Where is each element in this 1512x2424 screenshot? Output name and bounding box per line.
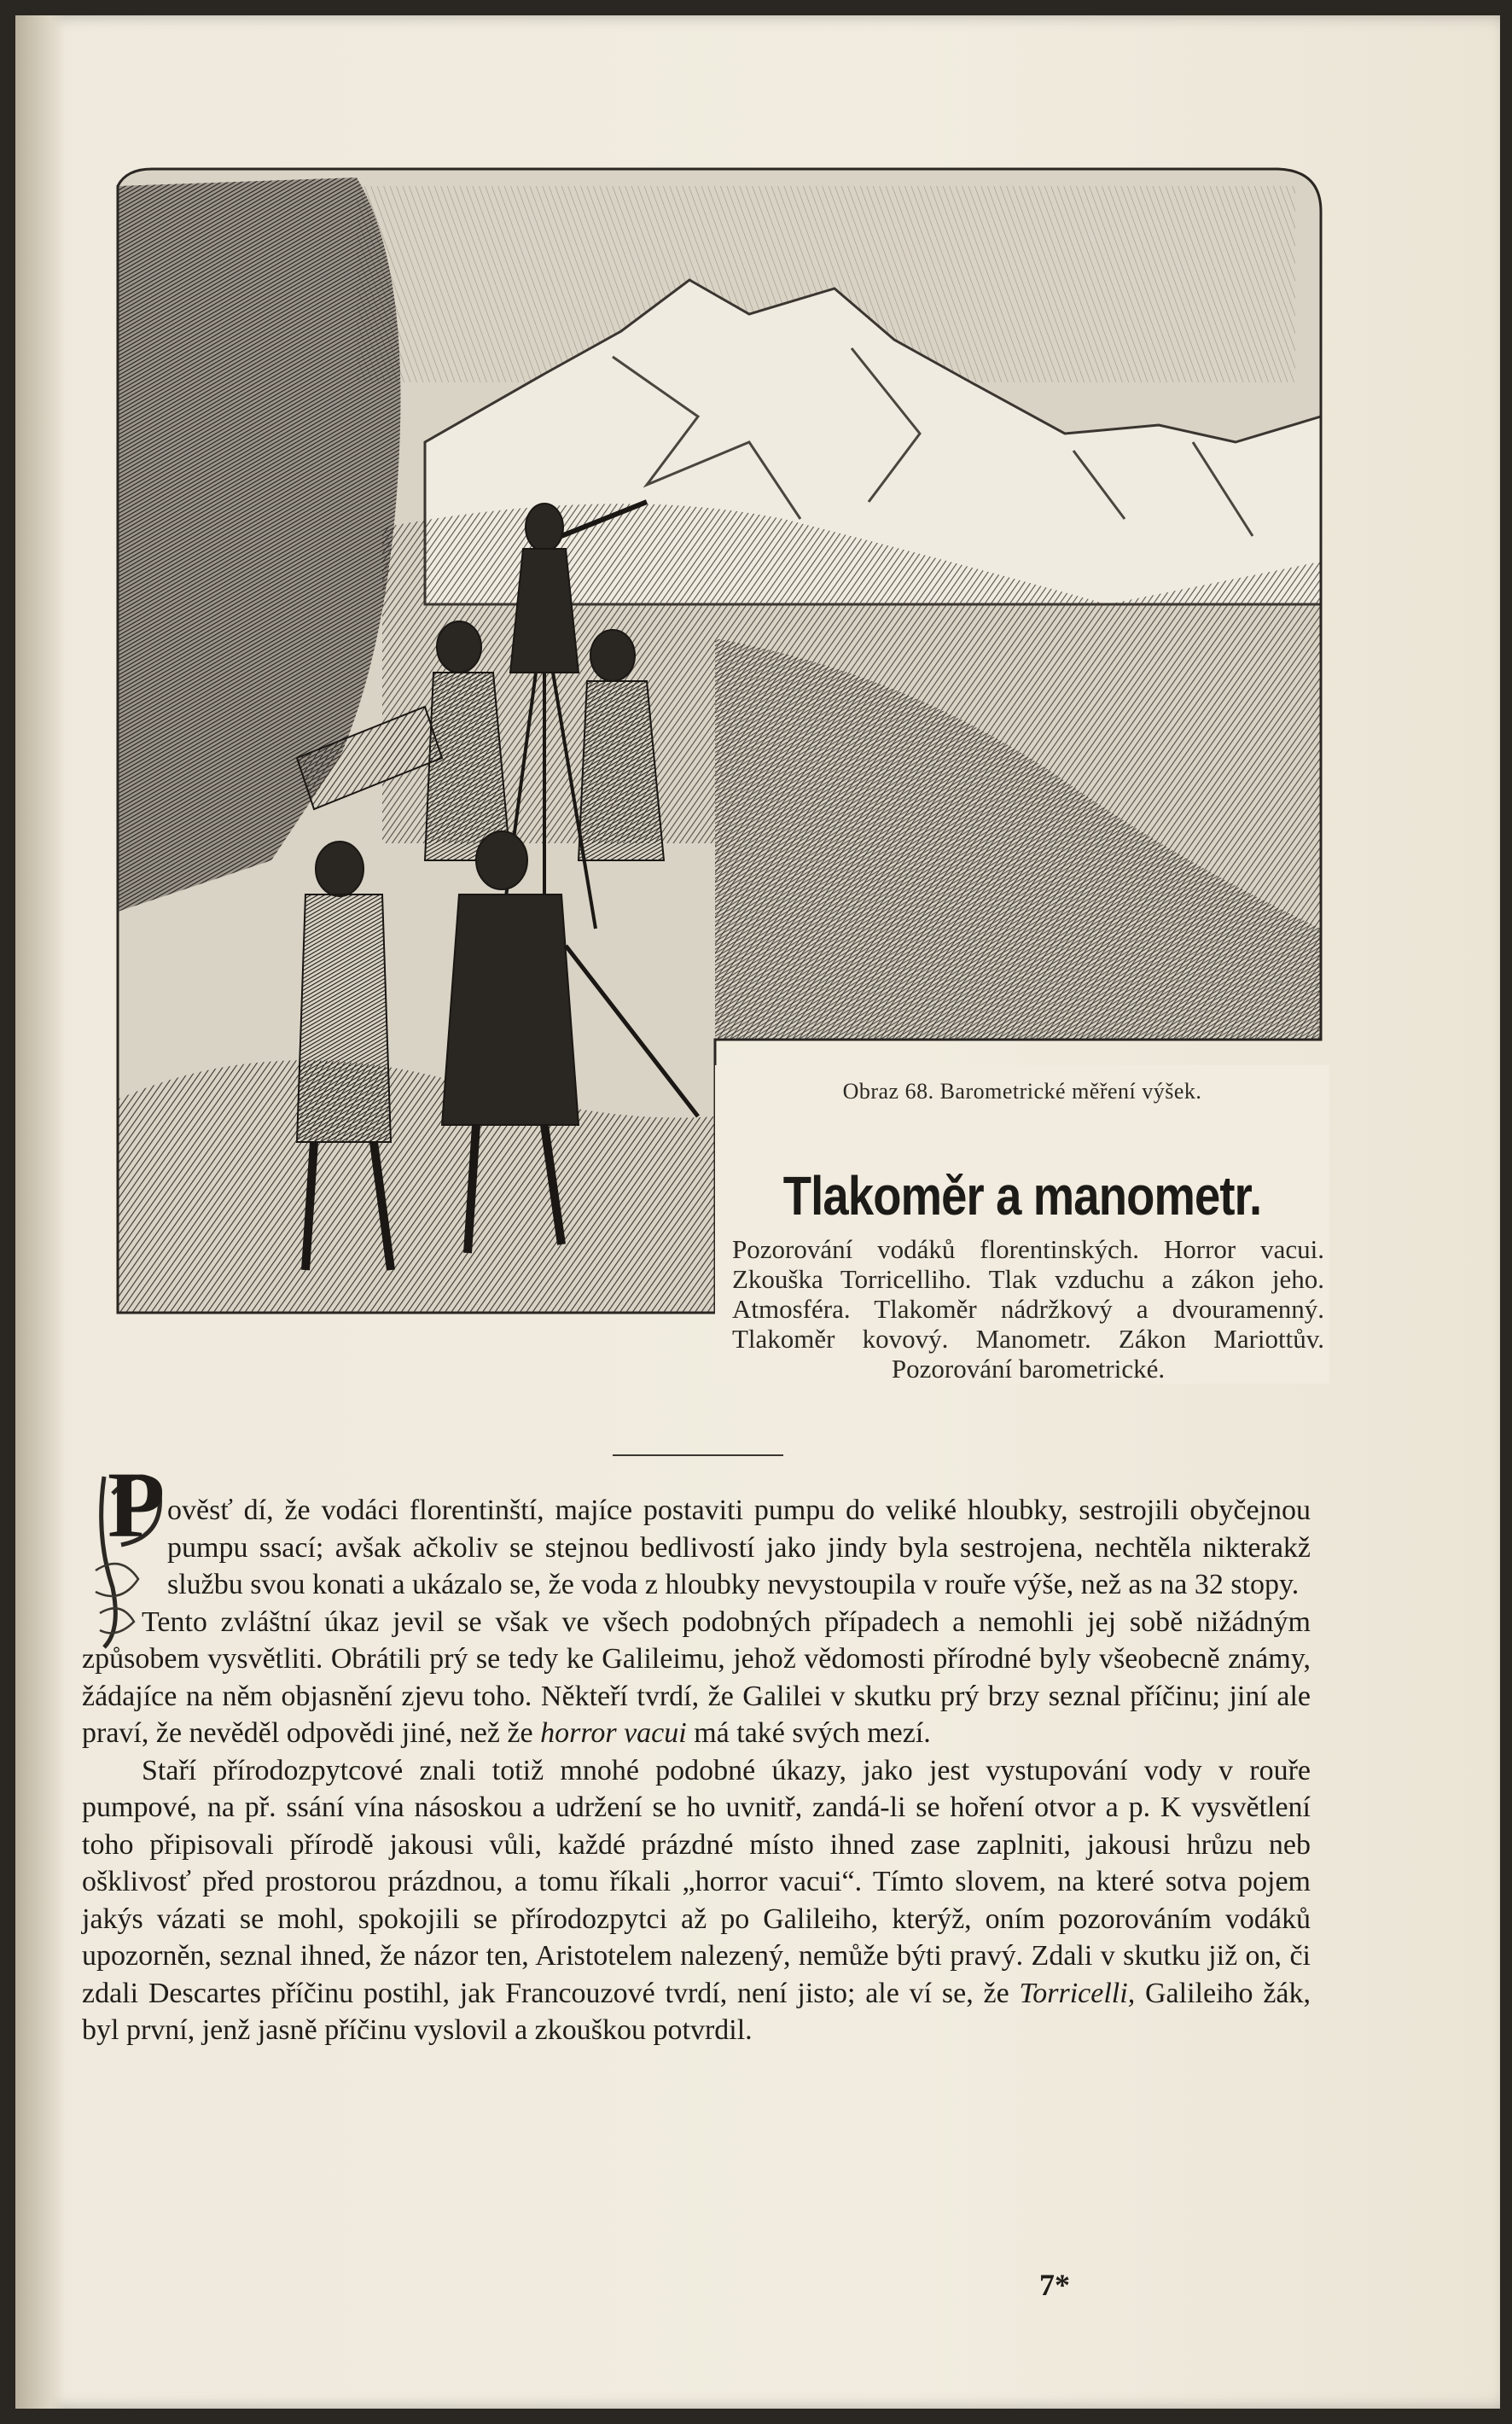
- section-summary: Pozorování vodáků florentinských. Horror vacui. Zkouška Torricelliho. Tlak vzduchu a zákon jeho. Atmosféra. Tlakoměr nádržkový a dvouramenný. Tlakoměr kovový. Manometr. Zákon Mariottův. Pozorování barometrické.: [732, 1234, 1324, 1384]
- paragraph-2-italic: horror vacui: [540, 1717, 687, 1749]
- paragraph-1: ověsť dí, že vodáci florentinští, majíce postaviti pumpu do veliké hloubky, sestrojili obyčejnou pumpu ssací; avšak ačkoliv se stejnou bedlivostí jako jindy byla sestrojena, nechtěla nikterakž službu svou konati a ukázalo se, že voda z hloubky nevystoupila v rouře výše, než as na 32 stopy.: [167, 1495, 1311, 1600]
- paragraph-2: [82, 1604, 1311, 1752]
- body-text: [82, 1492, 1311, 2049]
- page-gutter: [15, 15, 65, 2409]
- paragraph-3-part-a: Staří přírodozpytcové znali totiž mnohé podobné úkazy, jako jest vystupování vody v rouře pumpové, na př. ssání vína násoskou a udržení se ho uvnitř, zandá-li se hoření otvor a p. K vysvětlení toho připisovali přírodě jakousi vůli, každé prázdné místo ihned zase zaplniti, jakousi hrůzu neb ošklivosť před prostorou prázdnou, a tomu říkali „horror vacui“. Tímto slovem, na které sotva pojem jakýs vázati se mohl, spokojili se přírodozpytci až po Galileiho, kterýž, oním pozorováním vodáků upozorněn, seznal ihned, že názor ten, Aristotelem nalezený, nemůže býti pravý. Zdali v skutku již on, či zdali Descartes příčinu postihl, jak Francouzové tvrdí, není jisto; ale ví se, že: [82, 1754, 1311, 2009]
- book-page: [15, 15, 1500, 2409]
- section-title: Tlakoměr a manometr.: [782, 1165, 1262, 1227]
- paragraph-3: [82, 1752, 1311, 2049]
- divider-rule: [613, 1454, 783, 1456]
- paragraph-3-italic: Torricelli,: [1019, 1977, 1136, 2009]
- paragraph-2-part-a: Tento zvláštní úkaz jevil se však ve všech podobných případech a nemohli jej sobě nižádným způsobem vysvětliti. Obrátili prý se tedy ke Galileimu, jehož vědomosti přírodné byly všeobecně známy, žádajíce na něm objasnění zjevu toho. Někteří tvrdí, že Galilei v skutku prý brzy seznal příčinu; jiní ale praví, že nevěděl odpovědi jiné, než že: [82, 1605, 1311, 1749]
- paragraph-3-part-b: Galileiho žák, byl první, jenž jasně příčinu vyslovil a zkouškou potvrdil.: [82, 1977, 1311, 2046]
- paragraph-2-part-b: má také svých mezí.: [686, 1717, 931, 1749]
- signature-mark: 7*: [1039, 2268, 1070, 2302]
- caption-block: [715, 1065, 1329, 1384]
- dropcap-letter: P: [108, 1453, 166, 1557]
- figure-caption: Obraz 68. Barometrické měření výšek.: [842, 1079, 1202, 1104]
